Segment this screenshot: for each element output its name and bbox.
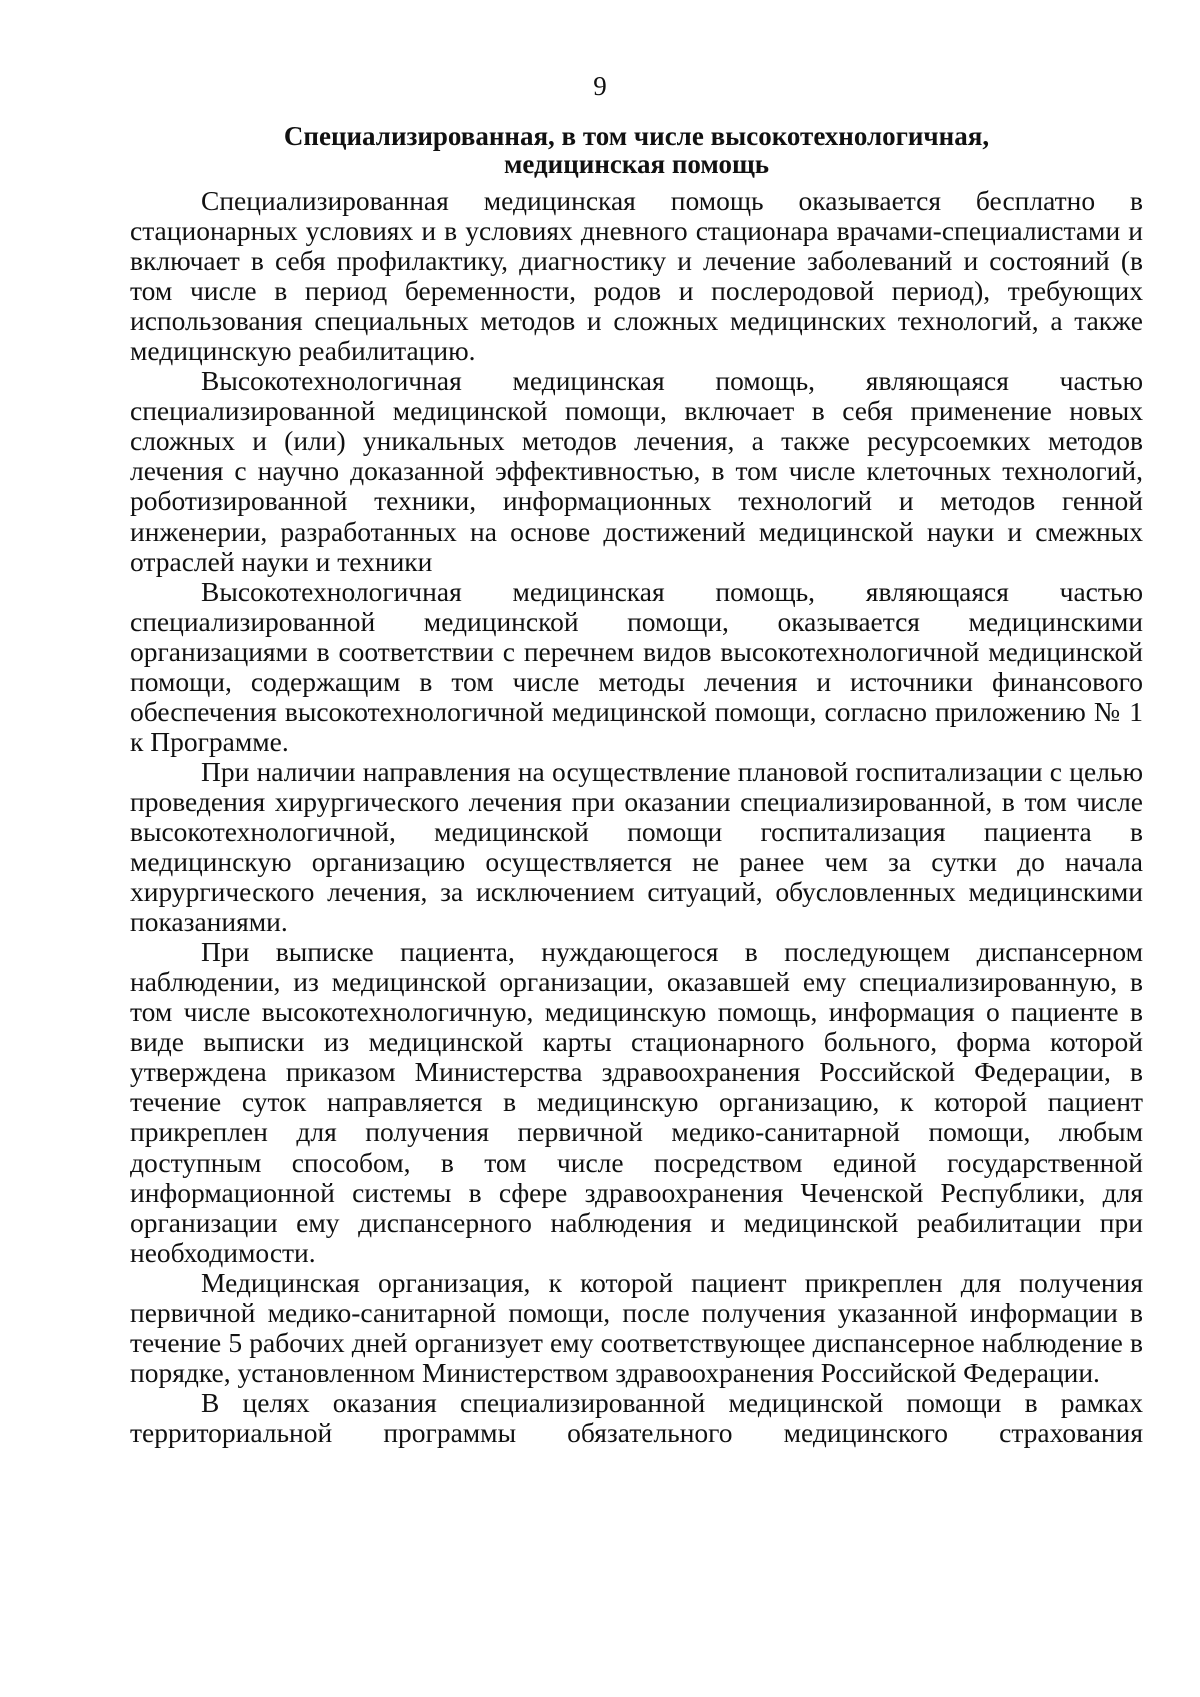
paragraph: Специализированная медицинская помощь оказывается бесплатно в стационарных условиях и в условиях дневного стационара врачами-специалистами и включает в себя профилактику, диагностику и лечение заболеваний и состояний (в том числе в период беременности, родов и послеродовой период), требующих использования специальных методов и сложных медицинских технологий, а также медицинскую реабилитацию. <box>130 185 1143 367</box>
paragraph: При выписке пациента, нуждающегося в последующем диспансерном наблюдении, из медицинской организации, оказавшей ему специализированную, в том числе высокотехнологичную, медицинскую помощь, информация о пациенте в виде выписки из медицинской карты стационарного больного, форма которой утверждена приказом Министерства здравоохранения Российской Федерации, в течение суток направляется в медицинскую организацию, к которой пациент прикреплен для получения первичной медико-санитарной помощи, любым доступным способом, в том числе посредством единой государственной информационной системы в сфере здравоохранения Чеченской Республики, для организации ему диспансерного наблюдения и медицинской реабилитации при необходимости. <box>130 936 1143 1268</box>
section-heading-line-2: медицинская помощь <box>503 149 770 179</box>
paragraph: Медицинская организация, к которой пациент прикреплен для получения первичной медико-санитарной помощи, после получения указанной информации в течение 5 рабочих дней организует ему соответствующее диспансерное наблюдение в порядке, установленном Министерством здравоохранения Российской Федерации. <box>130 1266 1143 1388</box>
paragraph: Высокотехнологичная медицинская помощь, являющаяся частью специализированной медицинской помощи, оказывается медицинскими организациями в соответствии с перечнем видов высокотехнологичной медицинской помощи, содержащим в том числе методы лечения и источники финансового обеспечения высокотехнологичной медицинской помощи, согласно приложению № 1 к Программе. <box>130 575 1143 757</box>
paragraph: При наличии направления на осуществление плановой госпитализации с целью проведения хирургического лечения при оказании специализированной, в том числе высокотехнологичной, медицинской помощи госпитализация пациента в медицинскую организацию осуществляется не ранее чем за сутки до начала хирургического лечения, за исключением ситуаций, обусловленных медицинскими показаниями. <box>130 755 1143 938</box>
page-number: 9 <box>593 71 607 101</box>
paragraph: Высокотехнологичная медицинская помощь, являющаяся частью специализированной медицинской помощи, включает в себя применение новых сложных и (или) уникальных методов лечения, а также ресурсоемких методов лечения с научно доказанной эффективностью, в том числе клеточных технологий, роботизированной техники, информационных технологий и методов генной инженерии, разработанных на основе достижений медицинской науки и смежных отраслей науки и техники <box>130 365 1143 577</box>
section-heading-line-1: Специализированная, в том числе высокотехнологичная, <box>283 121 990 151</box>
body-text <box>130 186 1143 1448</box>
section-heading <box>130 122 1143 178</box>
paragraph: В целях оказания специализированной медицинской помощи в рамках территориальной программы обязательного медицинского страхования <box>130 1386 1143 1448</box>
